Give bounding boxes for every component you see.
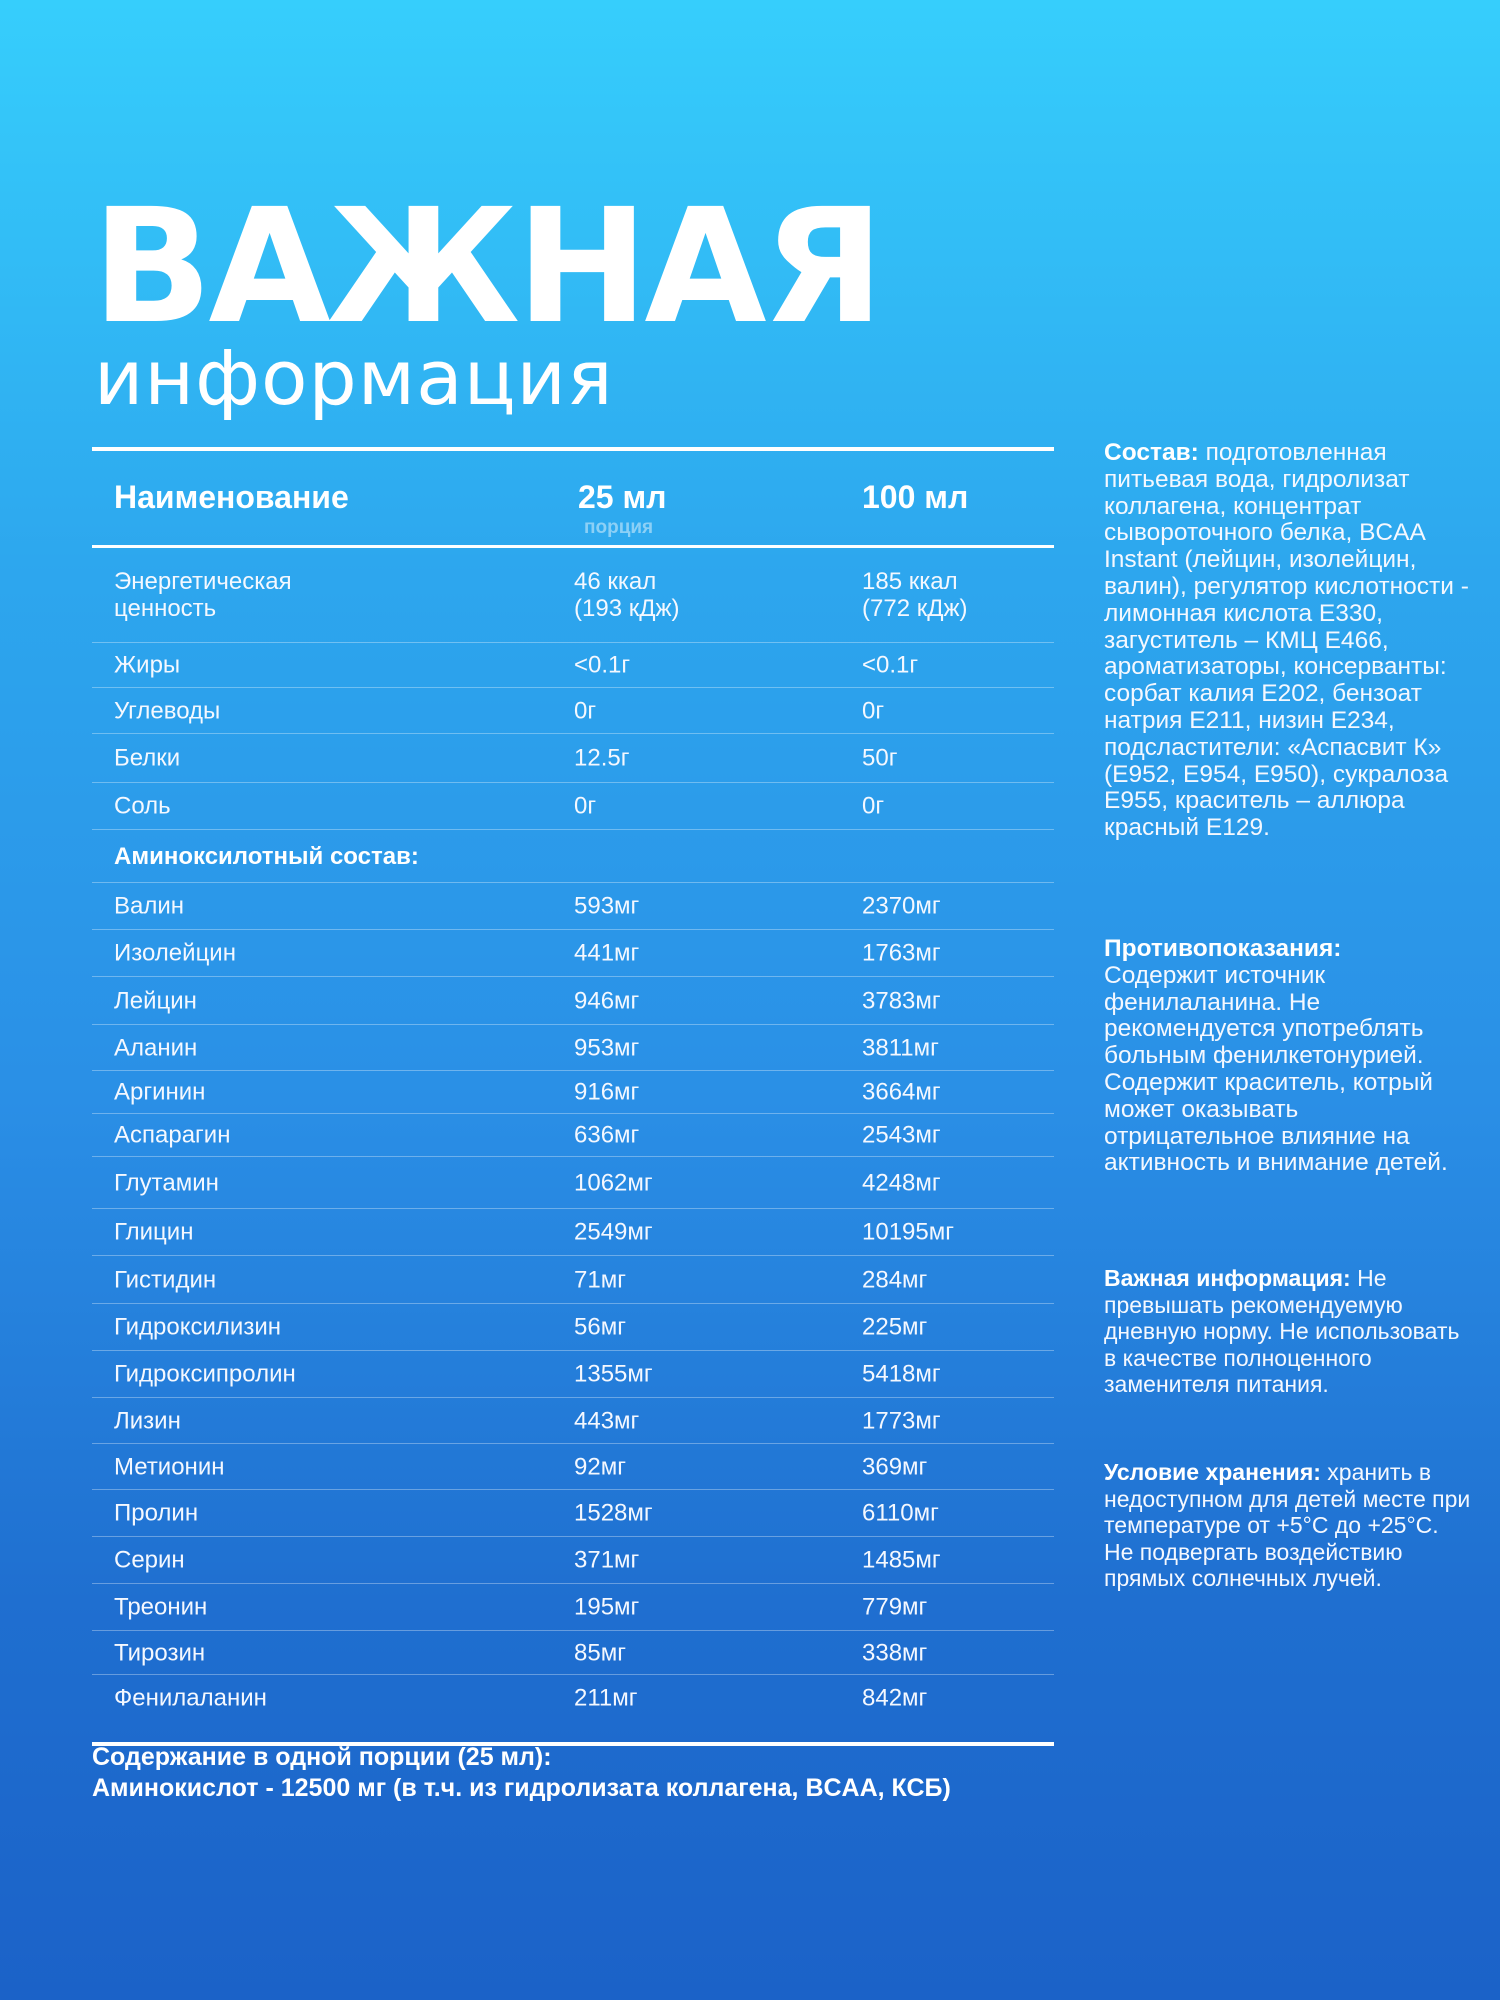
row-name: Глутамин [114,1169,219,1196]
row-value-25ml: 46 ккал (193 кДж) [574,568,680,622]
row-value-25ml: 0г [574,792,597,820]
page-subtitle: информация [94,333,614,422]
storage-text: хранить в недоступном для детей месте при температуре от +5°С до +25°С. Не подвергать воздействию прямых солнечных лучей. [1104,1459,1471,1591]
table-row [92,734,1054,783]
row-value-25ml: 636мг [574,1121,640,1149]
row-value-100ml: 2543мг [862,1121,941,1149]
nutrition-rows [92,548,1054,830]
contraindications-block [1104,936,1474,1177]
row-value-100ml: 0г [862,697,885,724]
composition-block [1104,440,1474,842]
table-row [92,1351,1054,1398]
row-name: Аланин [114,1034,198,1061]
table-row [92,1444,1054,1490]
row-value-25ml: 1355мг [574,1360,653,1388]
table-row [92,1631,1054,1675]
table-row [92,977,1054,1025]
table-row [92,643,1054,688]
table-row [92,1490,1054,1537]
row-value-25ml: 593мг [574,892,640,920]
row-name: Лейцин [114,987,197,1014]
table-row [92,1209,1054,1256]
row-value-100ml: 10195мг [862,1218,954,1246]
row-value-100ml: 0г [862,792,885,820]
table-row [92,548,1054,643]
contraindications-label: Противопоказания: [1104,935,1342,962]
table-row [92,1398,1054,1444]
table-row [92,1256,1054,1304]
table-row [92,1071,1054,1114]
row-name: Углеводы [114,697,221,724]
portion-note-line-2: Аминокислот - 12500 мг (в т.ч. из гидролизата коллагена, BCAA, КСБ) [92,1774,951,1802]
row-name: Пролин [114,1499,199,1527]
row-value-100ml: 185 ккал (772 кДж) [862,568,968,622]
header-100ml: 100 мл [862,479,969,515]
row-value-25ml: 371мг [574,1546,640,1574]
row-name: Соль [114,792,171,820]
table-row [92,1304,1054,1351]
row-value-100ml: 5418мг [862,1360,941,1388]
row-value-25ml: 443мг [574,1407,640,1434]
row-value-100ml: 1763мг [862,939,941,967]
row-name: Тирозин [114,1639,206,1666]
important-info-text: Не превышать рекомендуемую дневную норму. Не использовать в качестве полноценного заменителя питания. [1104,1265,1460,1397]
page-title: ВАЖНАЯ [92,175,881,359]
row-value-100ml: 3783мг [862,987,941,1014]
row-name: Гидроксилизин [114,1313,282,1341]
header-name: Наименование [114,479,349,515]
table-row [92,1537,1054,1584]
row-value-25ml: 916мг [574,1078,640,1106]
row-name: Валин [114,892,185,920]
nutrition-table [92,447,1054,1746]
row-value-100ml: 6110мг [862,1499,939,1527]
row-value-100ml: 338мг [862,1639,928,1666]
composition-label: Состав: [1104,439,1199,466]
row-value-25ml: <0.1г [574,651,631,679]
row-value-25ml: 441мг [574,939,640,967]
row-value-100ml: 50г [862,744,898,772]
table-row [92,1157,1054,1209]
table-header-row [92,451,1054,545]
row-value-100ml: 779мг [862,1593,928,1621]
important-info-block [1104,1265,1474,1398]
row-value-100ml: 842мг [862,1684,928,1711]
amino-section-heading [92,830,1054,883]
row-value-25ml: 1062мг [574,1169,653,1196]
row-value-25ml: 946мг [574,987,640,1014]
row-value-100ml: 225мг [862,1313,928,1341]
row-name: Глицин [114,1218,194,1246]
portion-content-note [92,1742,1092,1804]
row-value-25ml: 211мг [574,1684,638,1711]
row-value-100ml: 3811мг [862,1034,939,1061]
row-name: Лизин [114,1407,181,1434]
header-portion: порция [584,517,654,538]
row-value-100ml: 1773мг [862,1407,941,1434]
table-row [92,783,1054,830]
row-value-25ml: 71мг [574,1266,626,1293]
table-row [92,883,1054,930]
row-value-100ml: 2370мг [862,892,941,920]
portion-note-line-1: Содержание в одной порции (25 мл): [92,1743,552,1771]
row-value-25ml: 1528мг [574,1499,653,1527]
row-name: Энергетическая ценность [114,568,292,622]
row-value-25ml: 92мг [574,1453,626,1480]
row-value-25ml: 0г [574,697,597,724]
table-row [92,1025,1054,1071]
row-name: Изолейцин [114,939,236,967]
row-name: Жиры [114,651,181,679]
row-value-25ml: 195мг [574,1593,640,1621]
row-name: Аспарагин [114,1121,231,1149]
row-name: Аргинин [114,1078,206,1106]
storage-label: Условие хранения: [1104,1459,1321,1485]
row-name: Белки [114,744,181,772]
row-name: Треонин [114,1593,208,1621]
storage-block [1104,1459,1474,1592]
row-value-100ml: 3664мг [862,1078,941,1106]
row-value-25ml: 2549мг [574,1218,653,1246]
header-25ml: 25 мл [578,479,667,515]
table-row [92,930,1054,977]
amino-heading-label: Аминоксилотный состав: [114,843,419,870]
table-row [92,688,1054,734]
row-value-25ml: 953мг [574,1034,640,1061]
row-name: Фенилаланин [114,1684,267,1711]
row-name: Метионин [114,1453,225,1480]
contraindications-text: Содержит источник фенилаланина. Не рекомендуется употреблять больным фенилкетонурией. Содержит краситель, котрый может оказывать отрицательное влияние на активность и внимание детей. [1104,961,1448,1177]
important-info-label: Важная информация: [1104,1265,1351,1291]
row-value-100ml: 1485мг [862,1546,941,1574]
row-value-100ml: 4248мг [862,1169,941,1196]
row-name: Гидроксипролин [114,1360,296,1388]
row-value-25ml: 56мг [574,1313,626,1341]
row-value-100ml: <0.1г [862,651,919,679]
table-row [92,1114,1054,1157]
row-name: Гистидин [114,1266,217,1293]
composition-text: подготовленная питьевая вода, гидролизат коллагена, концентрат сывороточного белка, BCAA Instant (лейцин, изолейцин, валин), регулятор кислотности - лимонная кислота Е330, загуститель – КМЦ Е466, ароматизаторы, консерванты: сорбат калия Е202, бензоат натрия Е211, низин Е234, подсластители: «Аспасвит К» (Е952, Е954, Е950), сукралоза Е955, краситель – аллюра красный Е129. [1104,439,1469,842]
row-value-25ml: 85мг [574,1639,626,1666]
row-value-25ml: 12.5г [574,744,630,772]
table-row [92,1675,1054,1720]
row-value-100ml: 369мг [862,1453,928,1480]
row-name: Серин [114,1546,185,1574]
table-row [92,1584,1054,1631]
row-value-100ml: 284мг [862,1266,928,1293]
amino-rows [92,883,1054,1720]
